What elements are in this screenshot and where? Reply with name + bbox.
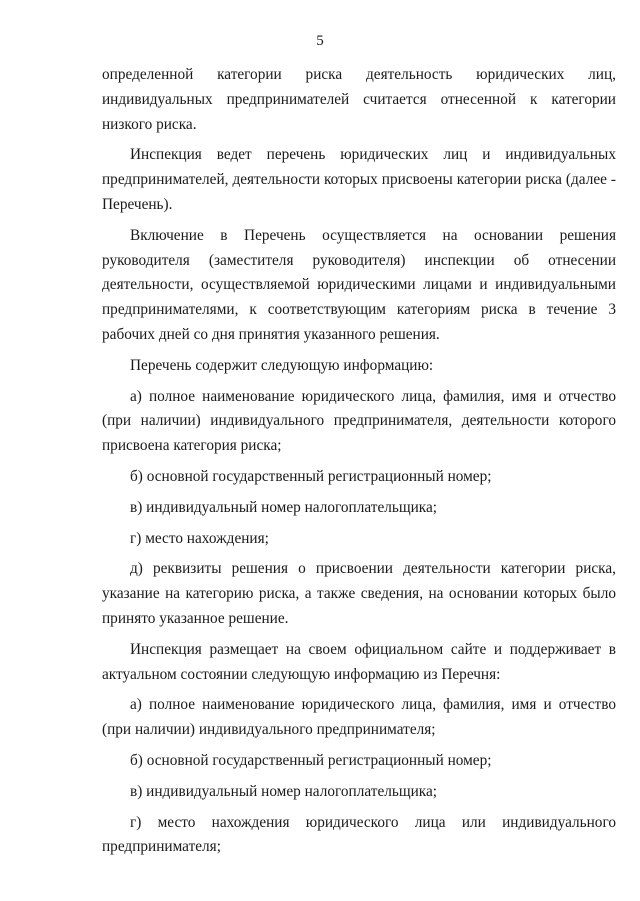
- list-item-g: г) место нахождения;: [130, 529, 269, 547]
- paragraph-continuation: определенной категории риска деятельность юридических лиц, индивидуальных предпринимателей считается отнесенной к категории низкого риска.: [102, 66, 616, 133]
- paragraph-website: Инспекция размещает на своем официальном сайте и поддерживает в актуальном состоянии следующую информацию из Перечня:: [102, 640, 616, 683]
- list-item-a: а) полное наименование юридического лица, фамилия, имя и отчество (при наличии) индивидуального предпринимателя, деятельности которого присвоена категория риска;: [102, 387, 616, 455]
- list-item-b: б) основной государственный регистрационный номер;: [130, 467, 492, 485]
- website-item-g: г) место нахождения юридического лица или индивидуального предпринимателя;: [102, 813, 616, 856]
- paragraph-inclusion: Включение в Перечень осуществляется на основании решения руководителя (заместителя руководителя) инспекции об отнесении деятельности, осуществляемой юридическими лицами и индивидуальными предпринимателями, к соответствующим категориям риска в течение 3 рабочих дней со дня принятия указанного решения.: [102, 226, 616, 343]
- website-item-v: в) индивидуальный номер налогоплательщика;: [130, 782, 438, 800]
- list-item-d: д) реквизиты решения о присвоении деятельности категории риска, указание на категорию риска, а также сведения, на основании которых было принято указанное решение.: [102, 560, 616, 627]
- list-item-v: в) индивидуальный номер налогоплательщика;: [130, 498, 438, 516]
- website-item-a: а) полное наименование юридического лица, фамилия, имя и отчество (при наличии) индивидуального предпринимателя;: [102, 696, 616, 739]
- paragraph-register: Инспекция ведет перечень юридических лиц и индивидуальных предпринимателей, деятельности которых присвоены категории риска (далее - Перечень).: [102, 146, 616, 213]
- website-item-b: б) основной государственный регистрационный номер;: [130, 751, 492, 769]
- document-body: [102, 63, 616, 866]
- paragraph-register-contents: Перечень содержит следующую информацию:: [130, 356, 434, 374]
- page-number: 5: [316, 33, 324, 49]
